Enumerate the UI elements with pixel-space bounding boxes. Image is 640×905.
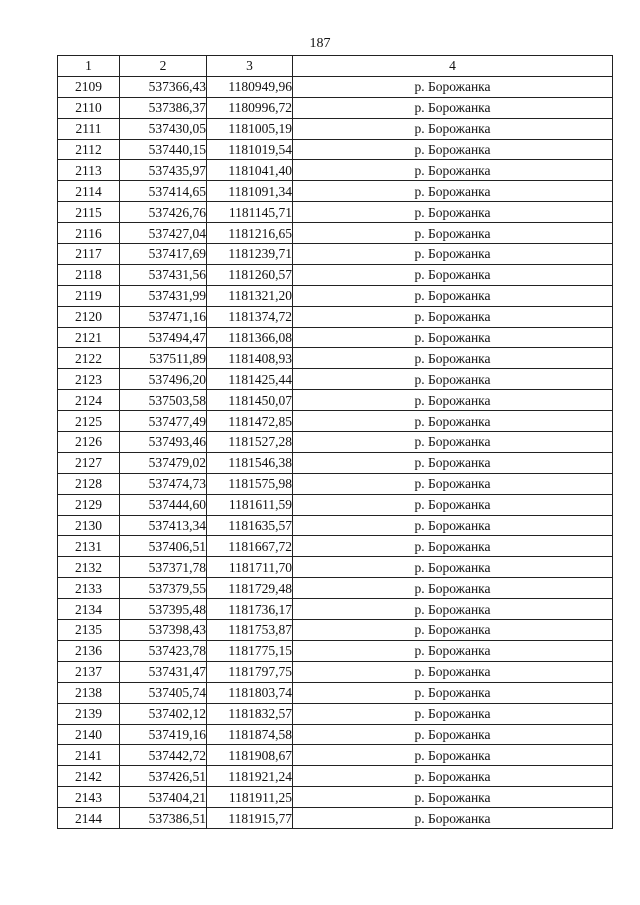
x-coordinate-cell: 537395,48 (120, 599, 207, 620)
x-coordinate-cell: 537474,73 (120, 473, 207, 494)
y-coordinate-cell: 1181635,57 (207, 515, 293, 536)
description-cell: р. Борожанка (293, 118, 613, 139)
table-row (58, 181, 613, 202)
table-row (58, 76, 613, 97)
description-cell: р. Борожанка (293, 494, 613, 515)
description-cell: р. Борожанка (293, 661, 613, 682)
point-number-cell: 2114 (58, 181, 120, 202)
table-row (58, 160, 613, 181)
table-body (58, 76, 613, 828)
page-number: 187 (309, 36, 331, 51)
x-coordinate-cell: 537423,78 (120, 640, 207, 661)
description-cell: р. Борожанка (293, 724, 613, 745)
y-coordinate-cell: 1181797,75 (207, 661, 293, 682)
y-coordinate-cell: 1181832,57 (207, 703, 293, 724)
description-cell: р. Борожанка (293, 620, 613, 641)
x-coordinate-cell: 537435,97 (120, 160, 207, 181)
x-coordinate-cell: 537386,51 (120, 808, 207, 829)
x-coordinate-cell: 537430,05 (120, 118, 207, 139)
x-coordinate-cell: 537366,43 (120, 76, 207, 97)
table-row (58, 724, 613, 745)
y-coordinate-cell: 1181425,44 (207, 369, 293, 390)
x-coordinate-cell: 537477,49 (120, 411, 207, 432)
table-row (58, 327, 613, 348)
point-number-cell: 2142 (58, 766, 120, 787)
table-row (58, 432, 613, 453)
description-cell: р. Борожанка (293, 703, 613, 724)
table-row (58, 202, 613, 223)
y-coordinate-cell: 1181736,17 (207, 599, 293, 620)
point-number-cell: 2112 (58, 139, 120, 160)
point-number-cell: 2141 (58, 745, 120, 766)
description-cell: р. Борожанка (293, 223, 613, 244)
x-coordinate-cell: 537442,72 (120, 745, 207, 766)
table-row (58, 369, 613, 390)
point-number-cell: 2110 (58, 97, 120, 118)
table-row (58, 578, 613, 599)
table-row (58, 390, 613, 411)
description-cell: р. Борожанка (293, 97, 613, 118)
point-number-cell: 2135 (58, 620, 120, 641)
y-coordinate-cell: 1181450,07 (207, 390, 293, 411)
description-cell: р. Борожанка (293, 452, 613, 473)
point-number-cell: 2118 (58, 264, 120, 285)
table-row (58, 745, 613, 766)
description-cell: р. Борожанка (293, 369, 613, 390)
point-number-cell: 2115 (58, 202, 120, 223)
description-cell: р. Борожанка (293, 766, 613, 787)
point-number-cell: 2119 (58, 285, 120, 306)
x-coordinate-cell: 537426,76 (120, 202, 207, 223)
y-coordinate-cell: 1181408,93 (207, 348, 293, 369)
table-row (58, 787, 613, 808)
table-header-row (58, 56, 613, 77)
point-number-cell: 2131 (58, 536, 120, 557)
point-number-cell: 2137 (58, 661, 120, 682)
point-number-cell: 2123 (58, 369, 120, 390)
description-cell: р. Борожанка (293, 390, 613, 411)
table-row (58, 661, 613, 682)
x-coordinate-cell: 537503,58 (120, 390, 207, 411)
description-cell: р. Борожанка (293, 139, 613, 160)
description-cell: р. Борожанка (293, 599, 613, 620)
x-coordinate-cell: 537404,21 (120, 787, 207, 808)
table-row (58, 411, 613, 432)
x-coordinate-cell: 537398,43 (120, 620, 207, 641)
y-coordinate-cell: 1180949,96 (207, 76, 293, 97)
table-row (58, 306, 613, 327)
point-number-cell: 2109 (58, 76, 120, 97)
x-coordinate-cell: 537431,56 (120, 264, 207, 285)
point-number-cell: 2134 (58, 599, 120, 620)
coordinates-table (57, 55, 613, 829)
point-number-cell: 2116 (58, 223, 120, 244)
column-header: 1 (58, 56, 120, 77)
x-coordinate-cell: 537511,89 (120, 348, 207, 369)
x-coordinate-cell: 537413,34 (120, 515, 207, 536)
y-coordinate-cell: 1181260,57 (207, 264, 293, 285)
table-row (58, 620, 613, 641)
y-coordinate-cell: 1181527,28 (207, 432, 293, 453)
y-coordinate-cell: 1181803,74 (207, 682, 293, 703)
description-cell: р. Борожанка (293, 285, 613, 306)
description-cell: р. Борожанка (293, 557, 613, 578)
y-coordinate-cell: 1181908,67 (207, 745, 293, 766)
point-number-cell: 2129 (58, 494, 120, 515)
point-number-cell: 2117 (58, 244, 120, 265)
x-coordinate-cell: 537405,74 (120, 682, 207, 703)
table-row (58, 808, 613, 829)
x-coordinate-cell: 537496,20 (120, 369, 207, 390)
y-coordinate-cell: 1181239,71 (207, 244, 293, 265)
table-row (58, 285, 613, 306)
y-coordinate-cell: 1181472,85 (207, 411, 293, 432)
y-coordinate-cell: 1181041,40 (207, 160, 293, 181)
column-header: 2 (120, 56, 207, 77)
table-row (58, 640, 613, 661)
x-coordinate-cell: 537431,99 (120, 285, 207, 306)
x-coordinate-cell: 537379,55 (120, 578, 207, 599)
point-number-cell: 2138 (58, 682, 120, 703)
y-coordinate-cell: 1181753,87 (207, 620, 293, 641)
description-cell: р. Борожанка (293, 244, 613, 265)
point-number-cell: 2143 (58, 787, 120, 808)
y-coordinate-cell: 1181911,25 (207, 787, 293, 808)
y-coordinate-cell: 1181091,34 (207, 181, 293, 202)
x-coordinate-cell: 537493,46 (120, 432, 207, 453)
description-cell: р. Борожанка (293, 745, 613, 766)
x-coordinate-cell: 537426,51 (120, 766, 207, 787)
table-row (58, 97, 613, 118)
y-coordinate-cell: 1181611,59 (207, 494, 293, 515)
description-cell: р. Борожанка (293, 327, 613, 348)
description-cell: р. Борожанка (293, 640, 613, 661)
y-coordinate-cell: 1181546,38 (207, 452, 293, 473)
description-cell: р. Борожанка (293, 411, 613, 432)
x-coordinate-cell: 537440,15 (120, 139, 207, 160)
table-row (58, 557, 613, 578)
x-coordinate-cell: 537417,69 (120, 244, 207, 265)
table-row (58, 515, 613, 536)
x-coordinate-cell: 537402,12 (120, 703, 207, 724)
description-cell: р. Борожанка (293, 578, 613, 599)
description-cell: р. Борожанка (293, 181, 613, 202)
description-cell: р. Борожанка (293, 264, 613, 285)
table-row (58, 223, 613, 244)
table-row (58, 494, 613, 515)
table-row (58, 264, 613, 285)
column-header: 4 (293, 56, 613, 77)
description-cell: р. Борожанка (293, 473, 613, 494)
description-cell: р. Борожанка (293, 808, 613, 829)
y-coordinate-cell: 1180996,72 (207, 97, 293, 118)
description-cell: р. Борожанка (293, 306, 613, 327)
x-coordinate-cell: 537479,02 (120, 452, 207, 473)
y-coordinate-cell: 1181775,15 (207, 640, 293, 661)
table-row (58, 244, 613, 265)
table-row (58, 703, 613, 724)
point-number-cell: 2136 (58, 640, 120, 661)
description-cell: р. Борожанка (293, 787, 613, 808)
x-coordinate-cell: 537427,04 (120, 223, 207, 244)
x-coordinate-cell: 537414,65 (120, 181, 207, 202)
description-cell: р. Борожанка (293, 682, 613, 703)
point-number-cell: 2133 (58, 578, 120, 599)
point-number-cell: 2124 (58, 390, 120, 411)
description-cell: р. Борожанка (293, 536, 613, 557)
description-cell: р. Борожанка (293, 348, 613, 369)
description-cell: р. Борожанка (293, 76, 613, 97)
x-coordinate-cell: 537444,60 (120, 494, 207, 515)
point-number-cell: 2111 (58, 118, 120, 139)
x-coordinate-cell: 537371,78 (120, 557, 207, 578)
y-coordinate-cell: 1181374,72 (207, 306, 293, 327)
point-number-cell: 2140 (58, 724, 120, 745)
table-row (58, 536, 613, 557)
table-row (58, 682, 613, 703)
point-number-cell: 2122 (58, 348, 120, 369)
description-cell: р. Борожанка (293, 515, 613, 536)
point-number-cell: 2126 (58, 432, 120, 453)
point-number-cell: 2125 (58, 411, 120, 432)
point-number-cell: 2127 (58, 452, 120, 473)
y-coordinate-cell: 1181921,24 (207, 766, 293, 787)
x-coordinate-cell: 537406,51 (120, 536, 207, 557)
description-cell: р. Борожанка (293, 432, 613, 453)
description-cell: р. Борожанка (293, 160, 613, 181)
point-number-cell: 2132 (58, 557, 120, 578)
point-number-cell: 2121 (58, 327, 120, 348)
y-coordinate-cell: 1181575,98 (207, 473, 293, 494)
y-coordinate-cell: 1181874,58 (207, 724, 293, 745)
point-number-cell: 2120 (58, 306, 120, 327)
x-coordinate-cell: 537494,47 (120, 327, 207, 348)
table-row (58, 599, 613, 620)
y-coordinate-cell: 1181915,77 (207, 808, 293, 829)
column-header: 3 (207, 56, 293, 77)
y-coordinate-cell: 1181216,65 (207, 223, 293, 244)
y-coordinate-cell: 1181145,71 (207, 202, 293, 223)
y-coordinate-cell: 1181667,72 (207, 536, 293, 557)
table-row (58, 348, 613, 369)
y-coordinate-cell: 1181729,48 (207, 578, 293, 599)
y-coordinate-cell: 1181005,19 (207, 118, 293, 139)
y-coordinate-cell: 1181366,08 (207, 327, 293, 348)
y-coordinate-cell: 1181711,70 (207, 557, 293, 578)
x-coordinate-cell: 537419,16 (120, 724, 207, 745)
y-coordinate-cell: 1181321,20 (207, 285, 293, 306)
table-row (58, 139, 613, 160)
y-coordinate-cell: 1181019,54 (207, 139, 293, 160)
point-number-cell: 2139 (58, 703, 120, 724)
point-number-cell: 2144 (58, 808, 120, 829)
table-row (58, 473, 613, 494)
x-coordinate-cell: 537431,47 (120, 661, 207, 682)
point-number-cell: 2113 (58, 160, 120, 181)
table-row (58, 118, 613, 139)
table-row (58, 766, 613, 787)
x-coordinate-cell: 537386,37 (120, 97, 207, 118)
table-row (58, 452, 613, 473)
description-cell: р. Борожанка (293, 202, 613, 223)
point-number-cell: 2128 (58, 473, 120, 494)
x-coordinate-cell: 537471,16 (120, 306, 207, 327)
point-number-cell: 2130 (58, 515, 120, 536)
